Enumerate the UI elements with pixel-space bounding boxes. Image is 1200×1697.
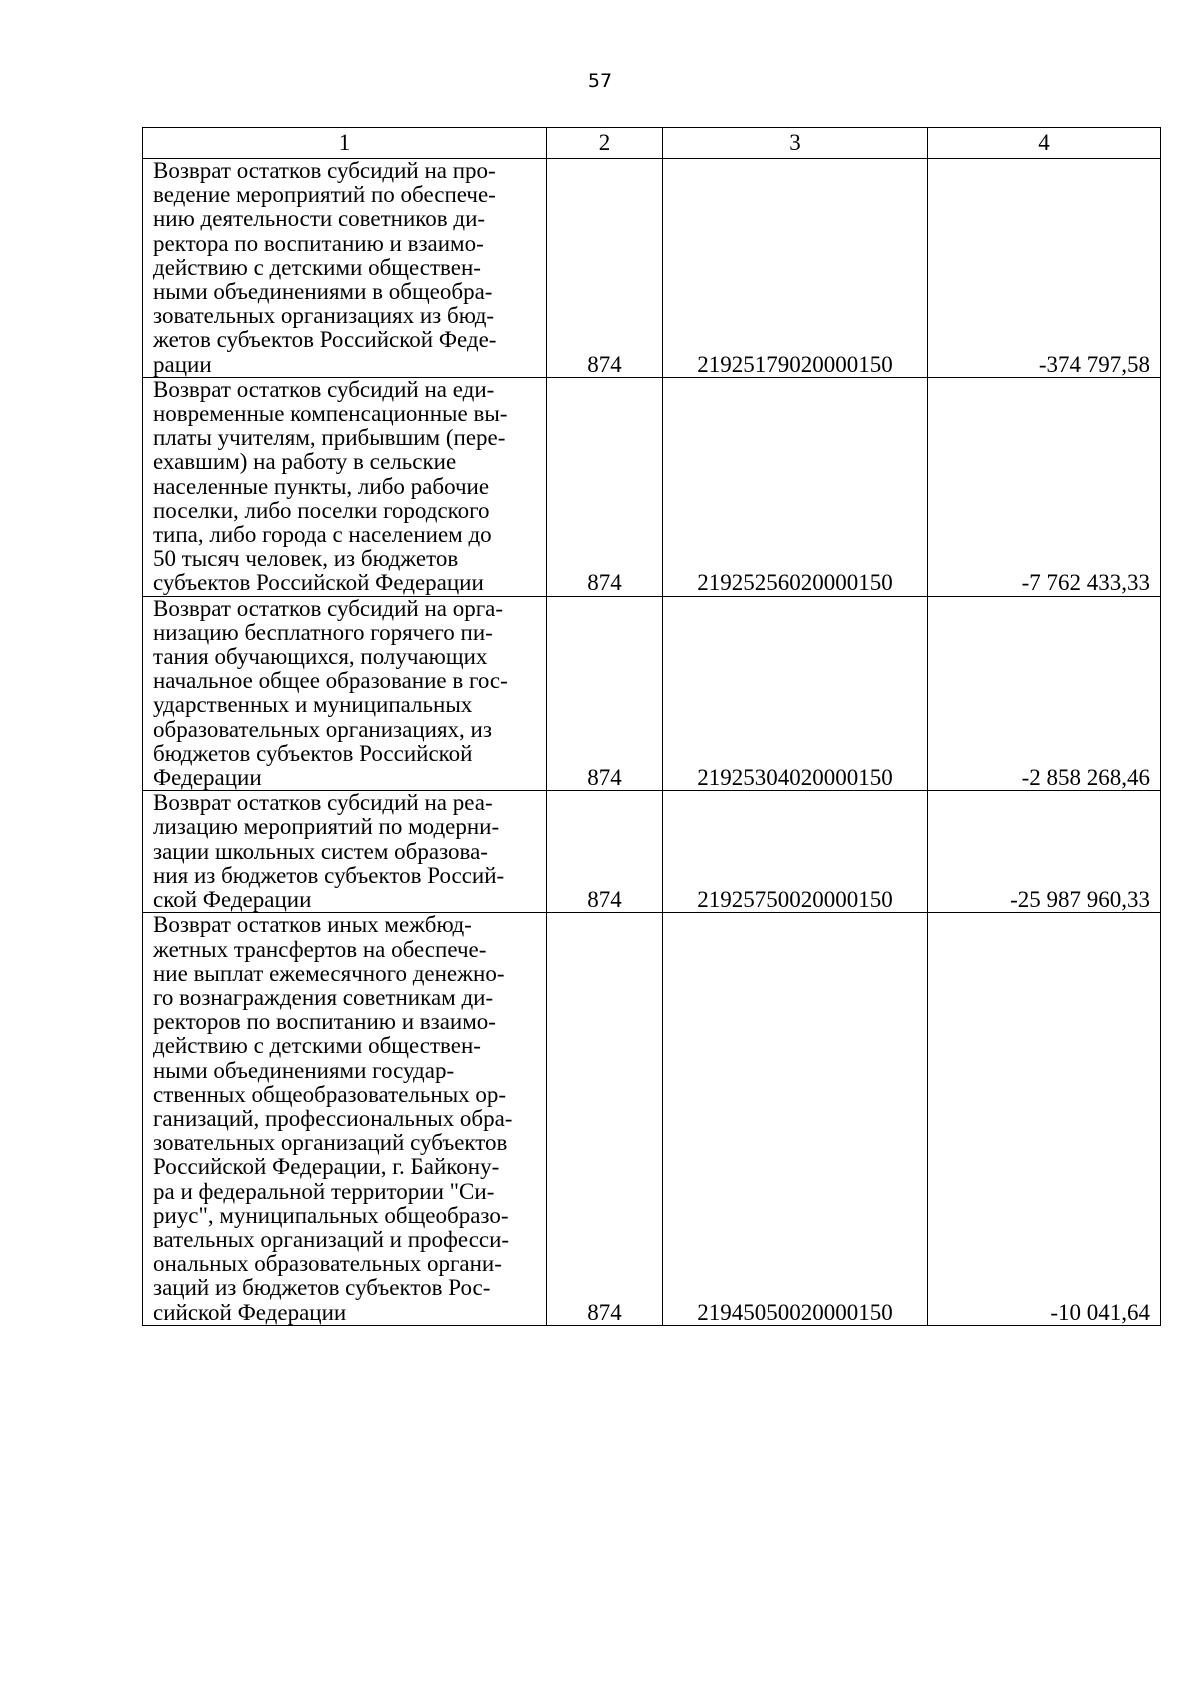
row-amount: -10 041,64 (928, 913, 1161, 1325)
row-description: Возврат остатков иных межбюд- жетных трансфертов на обеспече- ние выплат ежемесячного денежно- го вознаграждения советникам ди- ректоров по воспитанию и взаимо- действию с детскими обществен- ными объединениями государ- ственных общеобразовательных ор- ганизаций, профессиональных обра- зовательных организаций субъектов Российской Федерации, г. Байкону- ра и федеральной территории "Си- риус", муниципальных общеобразо- вательных организаций и професси- ональных образовательных органи- заций из бюджетов субъектов Рос- сийской Федерации (143, 913, 547, 1325)
row-description: Возврат остатков субсидий на реа- лизацию мероприятий по модерни- зации школьных систем образова- ния из бюджетов субъектов Россий- ской Федерации (143, 791, 547, 913)
row-description: Возврат остатков субсидий на про- ведение мероприятий по обеспече- нию деятельности советников ди- ректора по воспитанию и взаимо- действию с детскими обществен- ными объединениями в общеобра- зовательных организациях из бюд- жетов субъектов Российской Феде- рации (143, 159, 547, 378)
row-budget-code: 21925179020000150 (663, 159, 928, 378)
row-budget-code: 21925750020000150 (663, 791, 928, 913)
table-row (143, 596, 1161, 791)
page-number: 57 (587, 70, 613, 92)
row-amount: -2 858 268,46 (928, 596, 1161, 791)
row-description: Возврат остатков субсидий на еди- новременные компенсационные вы- платы учителям, прибывшим (пере- ехавшим) на работу в сельские населенные пункты, либо рабочие поселки, либо поселки городского типа, либо города с населением до 50 тысяч человек, из бюджетов субъектов Российской Федерации (143, 377, 547, 596)
row-admin-code: 874 (547, 377, 663, 596)
budget-table (142, 127, 1161, 1326)
row-budget-code: 21945050020000150 (663, 913, 928, 1325)
row-admin-code: 874 (547, 913, 663, 1325)
column-header-3: 3 (663, 128, 928, 159)
row-description: Возврат остатков субсидий на орга- низацию бесплатного горячего пи- тания обучающихся, получающих начальное общее образование в гос- ударственных и муниципальных образовательных организациях, из бюджетов субъектов Российской Федерации (143, 596, 547, 791)
row-amount: -25 987 960,33 (928, 791, 1161, 913)
column-header-2: 2 (547, 128, 663, 159)
row-budget-code: 21925256020000150 (663, 377, 928, 596)
table-row (143, 913, 1161, 1325)
table-row (143, 377, 1161, 596)
table-row (143, 159, 1161, 378)
row-admin-code: 874 (547, 596, 663, 791)
row-admin-code: 874 (547, 791, 663, 913)
row-admin-code: 874 (547, 159, 663, 378)
row-amount: -374 797,58 (928, 159, 1161, 378)
row-amount: -7 762 433,33 (928, 377, 1161, 596)
table-row (143, 791, 1161, 913)
table-header-row (143, 128, 1161, 159)
column-header-1: 1 (143, 128, 547, 159)
column-header-4: 4 (928, 128, 1161, 159)
row-budget-code: 21925304020000150 (663, 596, 928, 791)
